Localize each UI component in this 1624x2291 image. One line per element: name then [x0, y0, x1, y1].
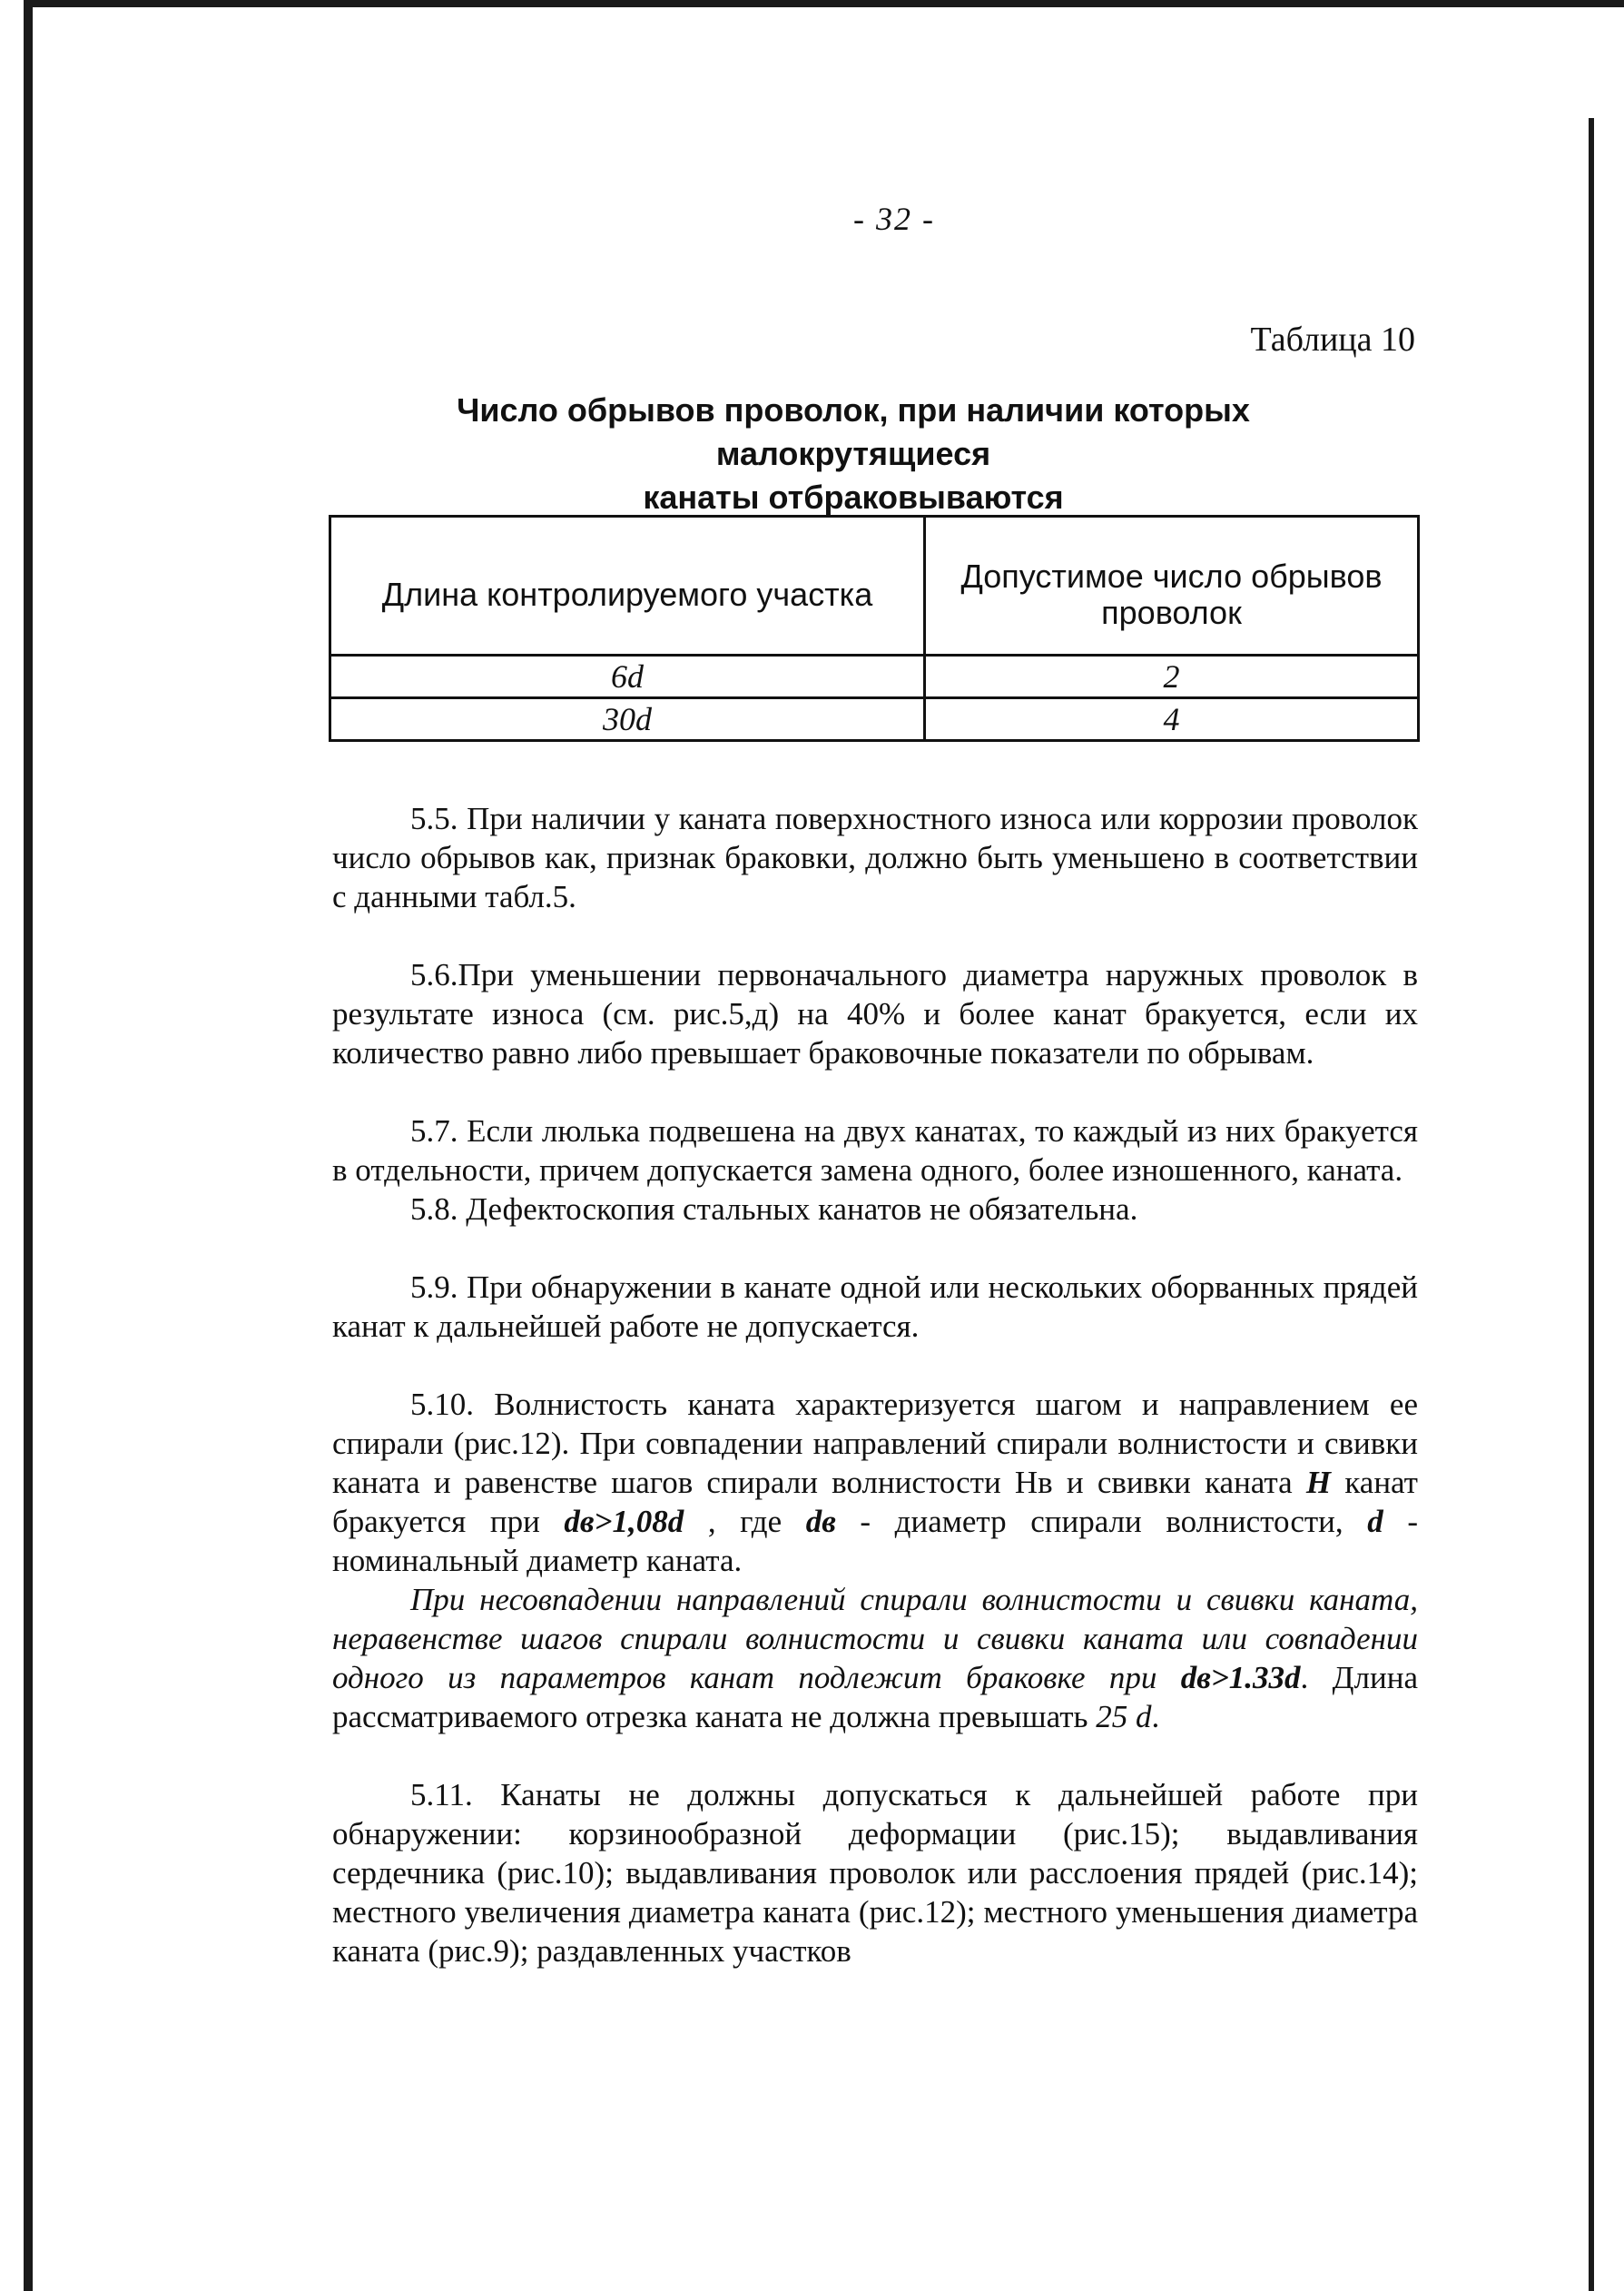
table-title-line-2: канаты отбраковываются: [643, 479, 1064, 516]
text-run: - номинальный диаметр каната.: [332, 1504, 1418, 1578]
page-number: - 32 -: [853, 201, 935, 237]
paragraph-5-11: 5.11. Канаты не должны допускаться к дальнейшей работе при обнаружении: корзинообразной деформации (рис.15); выдавливания сердечника (рис.10); выдавливания проволок или расслоения прядей (рис.14); местного увеличения диаметра каната (рис.12); местного уменьшения диаметра каната (рис.9); раздавленных участков: [332, 1777, 1418, 1969]
table-row: [330, 656, 1419, 698]
header-section-length: Длина контролируемого участка: [330, 517, 925, 656]
paragraph-5-10: [332, 1385, 1418, 1580]
cell-length: 30d: [330, 698, 925, 741]
text-run: .: [1151, 1699, 1160, 1734]
paragraph-5-8: 5.8. Дефектоскопия стальных канатов не обязательна.: [410, 1191, 1138, 1227]
text-run: канат бракуется при: [332, 1465, 1418, 1539]
paragraph-5-10-continued: [332, 1580, 1418, 1736]
scan-border-right: [1589, 118, 1594, 2291]
scan-border-left: [24, 0, 33, 2291]
cell-length: 6d: [330, 656, 925, 698]
length-value: 25 d: [1096, 1699, 1152, 1734]
paragraph-5-7: 5.7. Если люлька подвешена на двух канатах, то каждый из них бракуется в отдельности, причем допускается замена одного, более изношенного, каната.: [332, 1113, 1418, 1188]
text-run: 5.10. Волнистость каната характеризуется шагом и направлением ее спирали (рис.12). При совпадении направлений спирали волнистости и свивки каната и равенстве шагов спирали волнистости Нв и свивки каната: [332, 1387, 1418, 1500]
text-run: . Длина рассматриваемого отрезка каната не должна превышать: [332, 1660, 1418, 1734]
cell-breaks: 4: [925, 698, 1419, 741]
table-title-line-1: Число обрывов проволок, при наличии которых малокрутящиеся: [457, 391, 1250, 472]
symbol-h: H: [1305, 1465, 1332, 1500]
table-title: [327, 389, 1380, 519]
table-header-row: [330, 517, 1419, 656]
text-run: При несовпадении направлений спирали волнистости и свивки каната, неравенстве шагов спирали волнистости и свивки каната или совпадении одного из параметров канат подлежит браковке при: [332, 1582, 1418, 1695]
table-row: [330, 698, 1419, 741]
body-text: [332, 799, 1418, 1970]
table-label: Таблица 10: [1250, 321, 1415, 359]
text-run: , где: [684, 1504, 806, 1539]
rope-breaks-table: [329, 515, 1420, 742]
text-run: - диаметр спирали волнистости,: [835, 1504, 1368, 1539]
symbol-d: d: [1367, 1504, 1383, 1539]
cell-breaks: 2: [925, 656, 1419, 698]
paragraph-5-6: 5.6.При уменьшении первоначального диаметра наружных проволок в результате износа (см. рис.5,д) на 40% и более канат бракуется, если их количество равно либо превышает браковочные показатели по обрывам.: [332, 957, 1418, 1071]
formula-condition-2: dв>1.33d: [1180, 1660, 1301, 1695]
scan-border-top: [31, 0, 1624, 7]
symbol-dv: dв: [805, 1504, 836, 1539]
formula-condition-1: dв>1,08d: [564, 1504, 684, 1539]
paragraph-5-9: 5.9. При обнаружении в канате одной или нескольких оборванных прядей канат к дальнейшей работе не допускается.: [332, 1269, 1418, 1344]
paragraph-5-5: 5.5. При наличии у каната поверхностного износа или коррозии проволок число обрывов как, признак браковки, должно быть уменьшено в соответствии с данными табл.5.: [332, 801, 1418, 914]
header-allowed-breaks: Допустимое число обрывов проволок: [925, 517, 1419, 656]
